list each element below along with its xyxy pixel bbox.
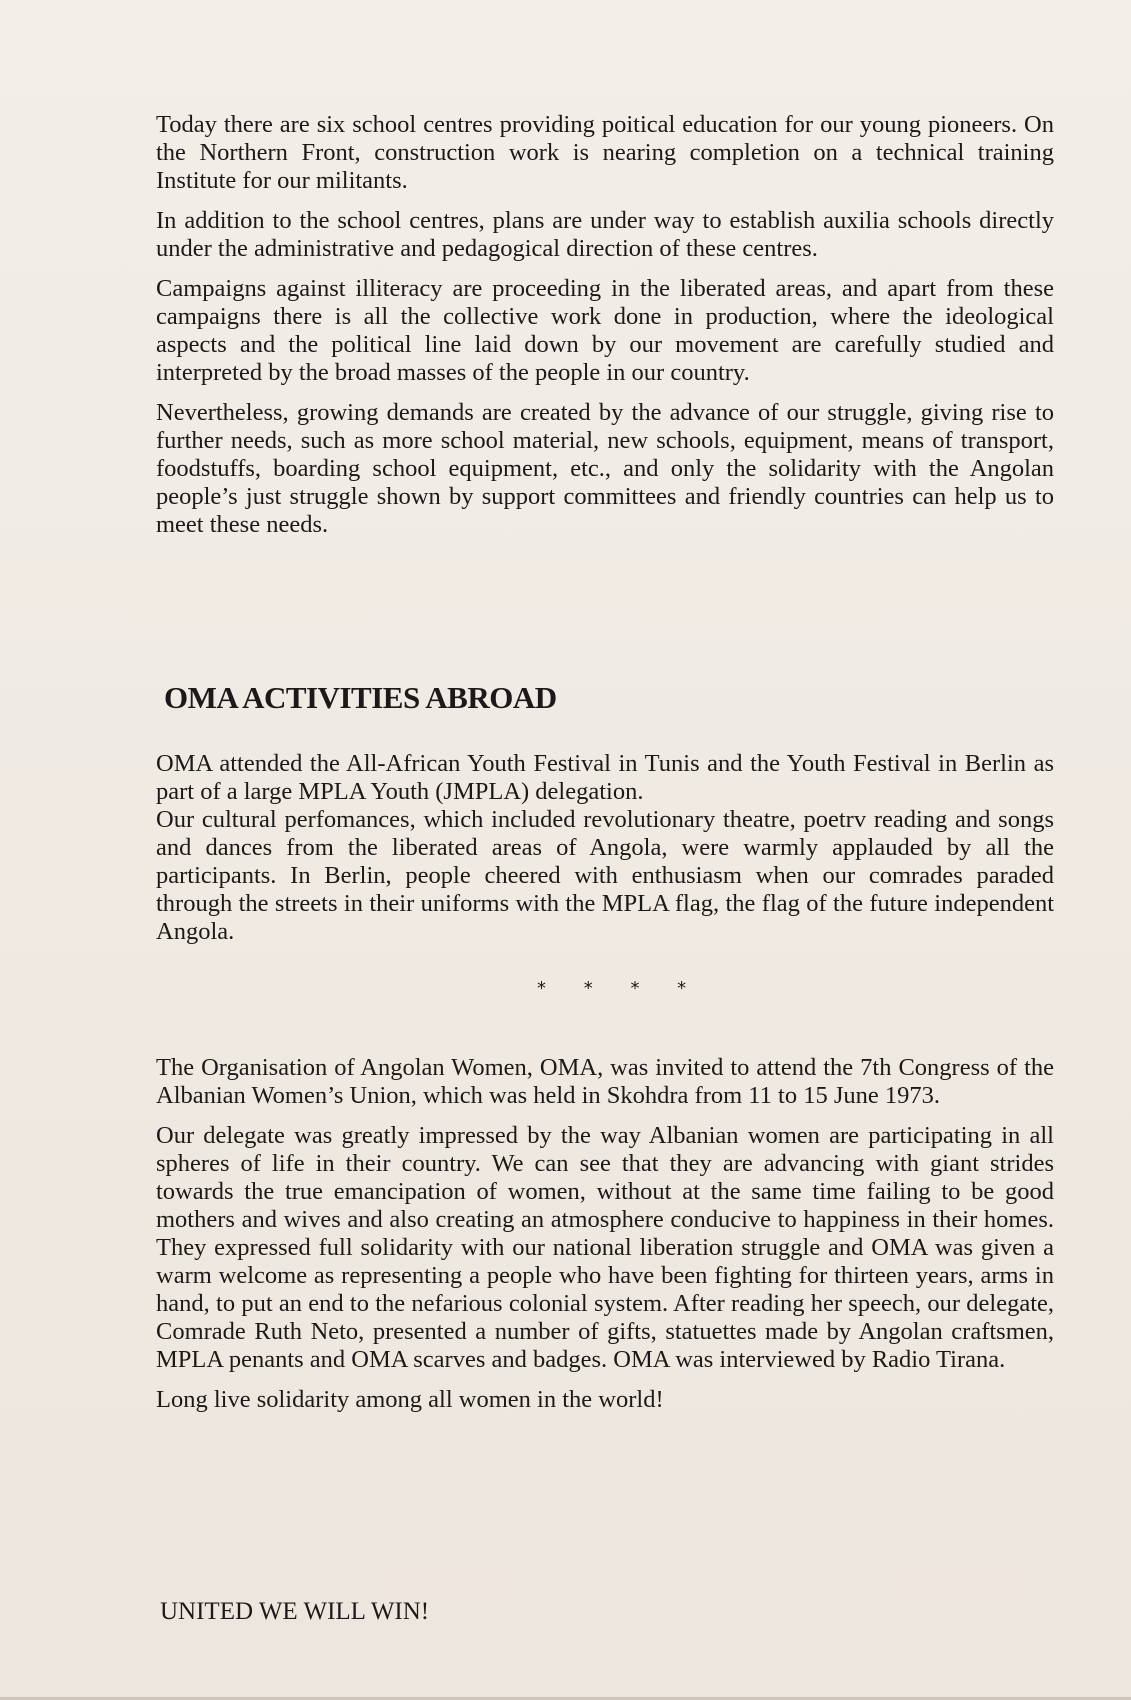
closing-slogan: UNITED WE WILL WIN! [160, 1598, 430, 1625]
paragraph-cultural-performances: Our cultural perfomances, which included revolutionary theatre, poetrv reading and songs and dances from the liberated areas of Angola, were warmly applauded by all the participants. In Berlin, people cheered with enthusiasm when our comrades paraded through the streets in their uniforms with the MPLA flag, the flag of the future independent Angola. [156, 806, 1054, 945]
paragraph-school-centres: Today there are six school centres providing poitical education for our young pioneers. On the Northern Front, construction work is nearing completion on a technical training Institute for our militants. [156, 111, 1054, 194]
oma-abroad-section [156, 750, 1054, 946]
section-heading-oma-abroad: OMA ACTIVITIES ABROAD [164, 680, 557, 715]
paragraph-solidarity-slogan: Long live solidarity among all women in the world! [156, 1386, 664, 1413]
section-separator-stars: * * * * [537, 978, 703, 999]
paragraph-growing-demands: Nevertheless, growing demands are created by the advance of our struggle, giving rise to further needs, such as more school material, new schools, equipment, means of transport, foodstuffs, boarding school equipment, etc., and only the solidarity with the Angolan people’s just struggle shown by support committees and friendly countries can help us to meet these needs. [156, 399, 1054, 538]
education-section [156, 111, 1054, 551]
paragraph-illiteracy-campaigns: Campaigns against illiteracy are proceeding in the liberated areas, and apart from these campaigns there is all the collective work done in production, where the ideological aspects and the political line laid down by our movement are carefully studied and interpreted by the broad masses of the people in our country. [156, 275, 1054, 386]
paragraph-delegate-impressions: Our delegate was greatly impressed by the way Albanian women are participating in all spheres of life in their country. We can see that they are advancing with giant strides towards the true emancipation of women, without at the same time failing to be good mothers and wives and also creating an atmosphere conducive to happiness in their homes. They expressed full solidarity with our national liberation struggle and OMA was given a warm welcome as representing a people who have been fighting for thirteen years, arms in hand, to put an end to the nefarious colonial system. After reading her speech, our delegate, Comrade Ruth Neto, presented a number of gifts, statuettes made by Angolan craftsmen, MPLA penants and OMA scarves and badges. OMA was interviewed by Radio Tirana. [156, 1122, 1054, 1373]
paragraph-albania-invitation: The Organisation of Angolan Women, OMA, was invited to attend the 7th Congress of the Albanian Women’s Union, which was held in Skohdra from 11 to 15 June 1973. [156, 1054, 1054, 1109]
paragraph-auxiliary-schools: In addition to the school centres, plans are under way to establish auxilia schools directly under the administrative and pedagogical direction of these centres. [156, 207, 1054, 262]
albania-congress-section [156, 1054, 1054, 1426]
paragraph-youth-festivals: OMA attended the All-African Youth Festival in Tunis and the Youth Festival in Berlin as part of a large MPLA Youth (JMPLA) delegation. [156, 750, 1054, 805]
